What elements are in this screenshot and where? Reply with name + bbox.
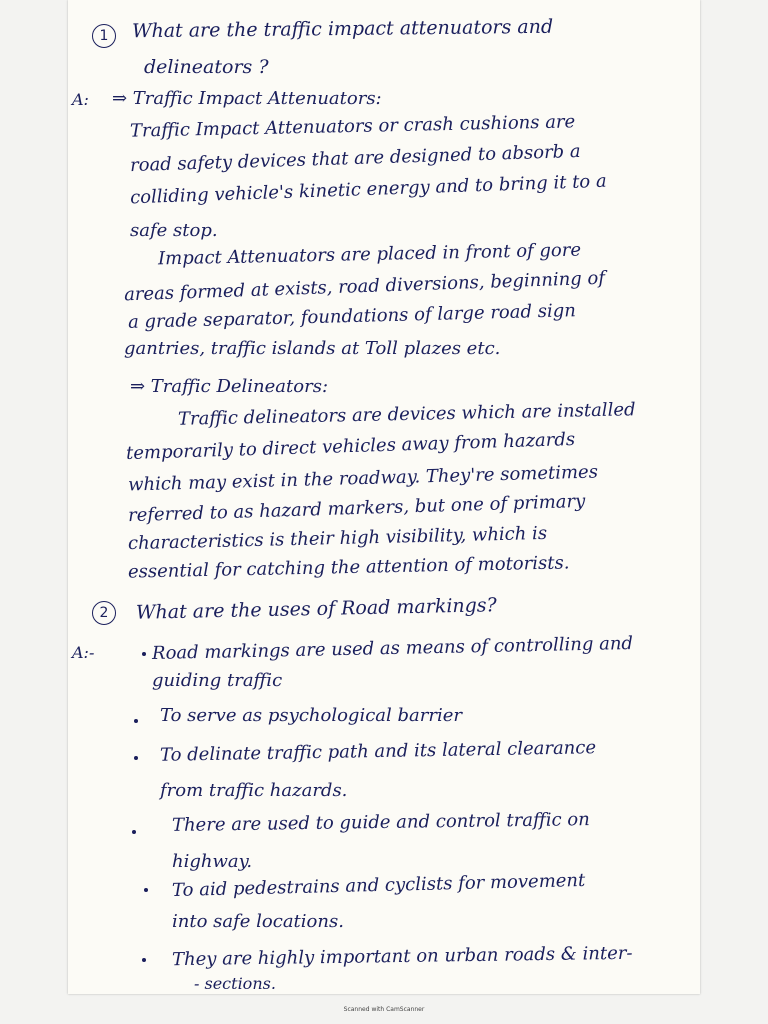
bullet-2-line-2: from traffic hazards.	[160, 780, 348, 801]
bullet-3-dot	[132, 830, 136, 834]
heading-traffic-impact-attenuators: ⇒ Traffic Impact Attenuators:	[112, 88, 382, 109]
scanner-watermark: Scanned with CamScanner	[343, 1006, 425, 1013]
paragraph-3-line-3: which may exist in the roadway. They're sometimes	[127, 461, 599, 496]
paragraph-2-line-4: gantries, traffic islands at Toll plazes etc.	[124, 338, 501, 359]
bullet-3-line-2: highway.	[172, 851, 253, 872]
question-2-text: What are the uses of Road markings?	[135, 594, 497, 624]
paragraph-3-line-1: Traffic delineators are devices which are installed	[177, 399, 636, 430]
bullet-1-dot	[134, 719, 138, 723]
handwritten-page	[68, 0, 700, 994]
paragraph-3-line-2: temporarily to direct vehicles away from hazards	[125, 428, 576, 465]
heading-traffic-delineators: ⇒ Traffic Delineators:	[130, 376, 329, 397]
bullet-5-line-2: - sections.	[194, 974, 276, 993]
bullet-4-line-2: into safe locations.	[172, 911, 344, 932]
answer-1-marker: A:	[72, 90, 89, 109]
answer-2-marker: A:-	[72, 643, 95, 662]
bullet-3-line-1: There are used to guide and control traffic on	[171, 809, 590, 836]
paragraph-1-line-2: road safety devices that are designed to absorb a	[129, 140, 581, 177]
paragraph-3-line-6: essential for catching the attention of motorists.	[127, 552, 570, 583]
answer-2-intro-line-2: guiding traffic	[152, 670, 283, 691]
paragraph-2-line-1: Impact Attenuators are placed in front of gore	[157, 239, 582, 270]
bullet-4-line-1: To aid pedestrains and cyclists for movement	[171, 869, 586, 902]
paragraph-1-line-1: Traffic Impact Attenuators or crash cushions are	[129, 111, 576, 142]
question-1-line-2: delineators ?	[144, 56, 269, 78]
question-1-line-1: What are the traffic impact attenuators and	[131, 15, 554, 43]
paragraph-1-line-4: safe stop.	[130, 220, 218, 241]
bullet-4-dot	[144, 888, 148, 892]
bullet-1-text: To serve as psychological barrier	[160, 705, 462, 726]
question-2-number: 2	[92, 601, 116, 625]
bullet-5-dot	[142, 958, 146, 962]
paragraph-2-line-2: areas formed at exists, road diversions, beginning of	[123, 267, 606, 306]
bullet-5-line-1: They are highly important on urban roads & inter-	[171, 942, 633, 971]
paragraph-1-line-3: colliding vehicle's kinetic energy and to bring it to a	[129, 170, 608, 209]
bullet-2-dot	[134, 756, 138, 760]
paragraph-2-line-3: a grade separator, foundations of large road sign	[127, 300, 577, 333]
paragraph-3-line-5: characteristics is their high visibility, which is	[127, 522, 548, 555]
bullet-2-line-1: To delinate traffic path and its lateral clearance	[159, 737, 597, 766]
paragraph-3-line-4: referred to as hazard markers, but one of primary	[127, 490, 586, 527]
question-1-number: 1	[92, 24, 116, 48]
intro-bullet	[142, 652, 146, 656]
answer-2-intro-line-1: Road markings are used as means of controlling and	[151, 632, 634, 665]
